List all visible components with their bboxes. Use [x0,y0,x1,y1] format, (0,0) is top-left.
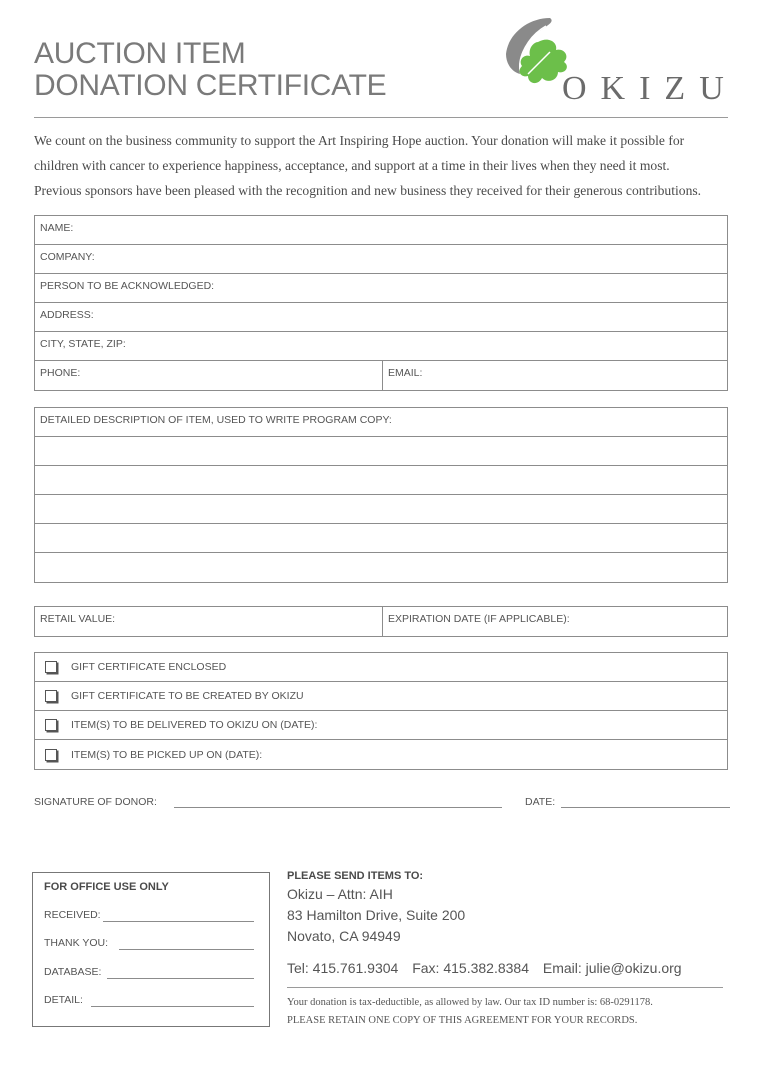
detail-label: DETAIL: [44,994,83,1006]
donor-info-box [34,215,728,391]
option-label: GIFT CERTIFICATE TO BE CREATED BY OKIZU [71,690,304,702]
address-line-3: Novato, CA 94949 [287,928,401,944]
fax-text: Fax: 415.382.8384 [412,960,529,976]
description-box [34,407,728,583]
page-title [34,38,386,102]
tax-note: Your donation is tax-deductible, as allowed by law. Our tax ID number is: 68-0291178. [287,997,653,1008]
database-line[interactable] [107,978,254,979]
address-label: ADDRESS: [40,309,94,321]
option-row[interactable] [35,740,727,769]
thank-you-line[interactable] [119,949,254,950]
checkbox-icon[interactable] [45,661,57,673]
name-label: NAME: [40,222,74,234]
header-divider [34,117,728,118]
description-line[interactable] [35,553,727,582]
email-field[interactable]: EMAIL: [382,361,727,390]
send-to-heading [287,870,423,882]
description-line[interactable] [35,495,727,524]
description-line[interactable] [35,524,727,553]
email-link[interactable]: Email: julie@okizu.org [542,960,682,976]
phone-email-row [35,361,727,390]
received-label: RECEIVED: [44,909,101,921]
checkbox-icon[interactable] [45,719,57,731]
logo-wordmark: OKIZU [562,70,738,107]
intro-line: children with cancer to experience happiness, acceptance, and support at a time in their lives when they need it most. [34,158,670,173]
received-line[interactable] [103,921,254,922]
detail-line[interactable] [91,1006,254,1007]
option-row[interactable] [35,653,727,682]
tel-text: Tel: 415.761.9304 [287,960,399,976]
signature-label: SIGNATURE OF DONOR: [34,796,157,808]
option-label: GIFT CERTIFICATE ENCLOSED [71,661,227,673]
send-divider [287,987,723,988]
intro-paragraph [34,128,744,203]
expiration-date-field[interactable]: EXPIRATION DATE (IF APPLICABLE): [382,607,727,636]
thank-you-label: THANK YOU: [44,937,108,949]
name-row[interactable] [35,216,727,245]
date-line[interactable] [561,807,730,808]
description-line[interactable] [35,466,727,495]
options-box [34,652,728,770]
address-row[interactable] [35,303,727,332]
city-label: CITY, STATE, ZIP: [40,338,126,350]
person-row[interactable] [35,274,727,303]
intro-line: We count on the business community to support the Art Inspiring Hope auction. Your donation will make it possible for [34,133,685,148]
signature-line[interactable] [174,807,502,808]
address-line-1: Okizu – Attn: AIH [287,886,393,902]
company-row[interactable] [35,245,727,274]
send-to-title: PLEASE SEND ITEMS TO: [287,870,424,882]
value-box [34,606,728,637]
option-row[interactable] [35,711,727,740]
option-row[interactable] [35,682,727,711]
description-label: DETAILED DESCRIPTION OF ITEM, USED TO WRITE PROGRAM COPY: [40,414,392,426]
title-line-1: AUCTION ITEM [34,37,246,70]
description-row[interactable] [35,408,727,437]
retail-value-field[interactable]: RETAIL VALUE: [40,613,116,625]
description-line[interactable] [35,437,727,466]
value-row [35,607,727,636]
office-title: FOR OFFICE USE ONLY [44,881,169,893]
office-use-box [32,872,270,1027]
date-label: DATE: [525,796,556,808]
okizu-logo [498,12,740,107]
title-line-2: DONATION CERTIFICATE [34,69,387,102]
checkbox-icon[interactable] [45,690,57,702]
company-label: COMPANY: [40,251,95,263]
address-line-2: 83 Hamilton Drive, Suite 200 [287,907,466,923]
option-label: ITEM(S) TO BE PICKED UP ON (DATE): [71,748,263,761]
retain-note: PLEASE RETAIN ONE COPY OF THIS AGREEMENT FOR YOUR RECORDS. [287,1015,638,1026]
database-label: DATABASE: [44,966,102,978]
person-label: PERSON TO BE ACKNOWLEDGED: [40,280,215,292]
intro-line: Previous sponsors have been pleased with the recognition and new business they received for their generous contributions. [34,183,702,198]
checkbox-icon[interactable] [45,749,57,761]
contact-line [287,960,692,976]
phone-field[interactable]: PHONE: [40,367,81,379]
city-row[interactable] [35,332,727,361]
option-label: ITEM(S) TO BE DELIVERED TO OKIZU ON (DATE): [71,719,318,731]
